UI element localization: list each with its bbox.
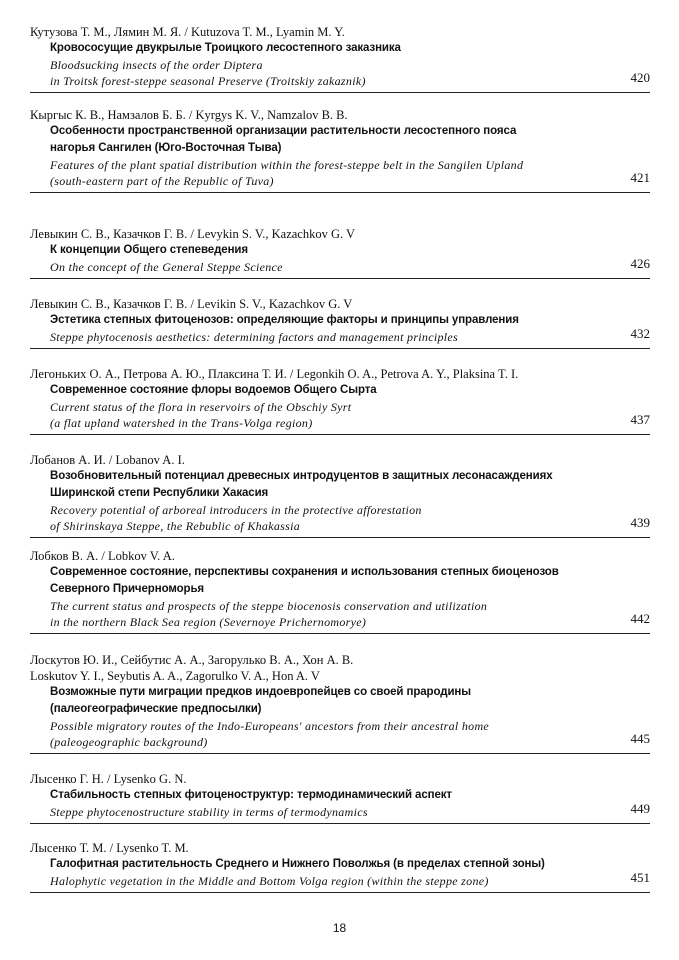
- entry-page-number: 432: [630, 326, 650, 341]
- toc-entry: [30, 452, 650, 534]
- toc-entry: [30, 771, 650, 820]
- toc-entry: [30, 24, 650, 89]
- entry-title-russian: Современное состояние флоры водоемов Общего Сырта: [50, 384, 377, 396]
- toc-entry: [30, 652, 650, 750]
- entry-page-number: 442: [630, 611, 650, 626]
- entry-page-number: 449: [630, 801, 650, 816]
- entry-authors: Лысенко Т. М. / Lysenko T. M.: [30, 841, 189, 855]
- toc-entry: [30, 107, 650, 189]
- entry-authors: Кутузова Т. М., Лямин М. Я. / Kutuzova T. M., Lyamin M. Y.: [30, 25, 345, 39]
- entry-title-english: (a flat upland watershed in the Trans-Volga region): [50, 416, 313, 430]
- entry-title-russian: Особенности пространственной организации растительности лесостепного пояса: [50, 125, 517, 137]
- entry-title-english: Steppe phytocenosis aesthetics: determining factors and management principles: [50, 330, 459, 344]
- entry-authors: Лобков В. А. / Lobkov V. A.: [30, 549, 175, 563]
- entry-title-english: The current status and prospects of the steppe biocenosis conservation and utilization: [50, 599, 488, 613]
- entry-page-number: 426: [630, 256, 650, 271]
- toc-entry: [30, 226, 650, 275]
- entry-page-number: 439: [630, 515, 650, 530]
- entry-divider: [30, 434, 650, 435]
- entry-divider: [30, 633, 650, 634]
- entry-page-number: 421: [630, 170, 650, 185]
- entry-authors: Лобанов А. И. / Lobanov A. I.: [30, 453, 185, 467]
- entry-authors: Loskutov Y. I., Seybutis A. A., Zagorulko V. A., Hon A. V: [30, 669, 320, 683]
- entry-title-russian: Стабильность степных фитоценоструктур: термодинамический аспект: [50, 789, 452, 801]
- entry-title-russian: Северного Причерноморья: [50, 583, 205, 595]
- entry-title-english: (paleogeographic background): [50, 735, 208, 749]
- entry-title-english: Current status of the flora in reservoirs of the Obschiy Syrt: [50, 400, 352, 414]
- entry-title-russian: Кровососущие двукрылые Троицкого лесостепного заказника: [50, 42, 401, 54]
- entry-divider: [30, 892, 650, 893]
- entry-title-english: Halophytic vegetation in the Middle and Bottom Volga region (within the steppe zone): [50, 874, 489, 888]
- entry-page-number: 451: [630, 870, 650, 885]
- entry-title-russian: нагорья Сангилен (Юго-Восточная Тыва): [50, 142, 282, 154]
- entry-title-russian: Возможные пути миграции предков индоевропейцев со своей прародины: [50, 686, 471, 698]
- entry-authors: Левыкин С. В., Казачков Г. В. / Levikin S. V., Kazachkov G. V: [30, 297, 353, 311]
- entry-title-russian: (палеогеографические предпосылки): [50, 703, 262, 715]
- entry-title-russian: Современное состояние, перспективы сохранения и использования степных биоценозов: [50, 566, 559, 578]
- entry-page-number: 437: [630, 412, 650, 427]
- entry-title-english: Recovery potential of arboreal introducers in the protective afforestation: [50, 503, 422, 517]
- toc-entry: [30, 296, 650, 345]
- entry-title-english: of Shirinskaya Steppe, the Rebublic of Khakassia: [50, 519, 301, 533]
- entry-title-english: Steppe phytocenostructure stability in terms of termodynamics: [50, 805, 368, 819]
- entry-title-english: Features of the plant spatial distribution within the forest-steppe belt in the Sangilen Upland: [50, 158, 524, 172]
- entry-authors: Лоскутов Ю. И., Сейбутис А. А., Загорулько В. А., Хон А. В.: [30, 653, 354, 667]
- entry-title-russian: Возобновительный потенциал древесных интродуцентов в защитных лесонасаждениях: [50, 470, 553, 482]
- entry-authors: Кыргыс К. В., Намзалов Б. Б. / Kyrgys K. V., Namzalov B. B.: [30, 108, 348, 122]
- entry-divider: [30, 537, 650, 538]
- toc-entry: [30, 548, 650, 630]
- entry-page-number: 420: [630, 70, 650, 85]
- entry-authors: Левыкин С. В., Казачков Г. В. / Levykin S. V., Kazachkov G. V: [30, 227, 356, 241]
- entry-title-russian: Ширинской степи Республики Хакасия: [50, 487, 269, 499]
- entry-title-english: Bloodsucking insects of the order Diptera: [50, 58, 263, 72]
- entry-divider: [30, 823, 650, 824]
- entry-divider: [30, 278, 650, 279]
- entry-title-english: in the northern Black Sea region (Severnoye Prichernomorye): [50, 615, 367, 629]
- entry-title-english: On the concept of the General Steppe Science: [50, 260, 283, 274]
- entry-title-russian: Эстетика степных фитоценозов: определяющие факторы и принципы управления: [50, 314, 519, 326]
- entry-divider: [30, 753, 650, 754]
- entry-title-russian: К концепции Общего степеведения: [50, 244, 249, 256]
- entry-authors: Легоньких О. А., Петрова А. Ю., Плаксина Т. И. / Legonkih O. A., Petrova A. Y., Plaksina T. I.: [30, 367, 519, 381]
- entry-authors: Лысенко Г. Н. / Lysenko G. N.: [30, 772, 187, 786]
- entry-title-russian: Галофитная растительность Среднего и Нижнего Поволжья (в пределах степной зоны): [50, 858, 545, 870]
- entry-page-number: 445: [630, 731, 650, 746]
- entry-title-english: Possible migratory routes of the Indo-Europeans' ancestors from their ancestral home: [50, 719, 490, 733]
- entry-title-english: (south-eastern part of the Republic of Tuva): [50, 174, 274, 188]
- entry-divider: [30, 192, 650, 193]
- entry-title-english: in Troitsk forest-steppe seasonal Preserve (Troitskiy zakaznik): [50, 74, 366, 88]
- toc-entry: [30, 366, 650, 431]
- entry-divider: [30, 92, 650, 93]
- toc-entry: [30, 840, 650, 889]
- page-number: 18: [332, 921, 347, 935]
- entry-divider: [30, 348, 650, 349]
